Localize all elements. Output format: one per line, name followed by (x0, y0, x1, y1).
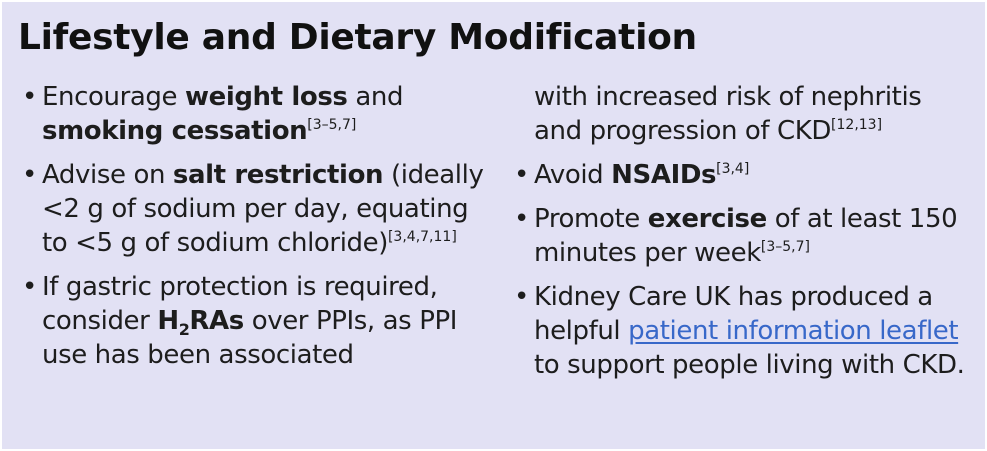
bullet-text: over PPIs, as PPI use has been associated (42, 306, 458, 370)
bold-smoking-cessation: smoking cessation (42, 116, 308, 146)
bullet-text: and (347, 82, 404, 112)
right-column (510, 80, 970, 392)
subscript-2: 2 (178, 320, 190, 339)
bullet-dot: • (514, 160, 529, 190)
patient-information-leaflet-link[interactable]: patient information leaflet (628, 316, 959, 346)
bold-weight-loss: weight loss (184, 82, 348, 112)
left-column (18, 80, 488, 382)
bullet-text: Advise on (42, 160, 173, 190)
bold-h: H (157, 306, 179, 336)
bullet-text: Promote (534, 204, 648, 234)
bullet-list-left (18, 80, 488, 372)
bullet-gastric-protection (18, 270, 488, 372)
bullet-text: Kidney Care UK has produced a helpful (534, 282, 933, 346)
bullet-text: Avoid (534, 160, 612, 190)
bullet-dot: • (22, 160, 37, 190)
citation-ref: [3,4,7,11] (387, 229, 457, 245)
bullet-gastric-continuation (510, 80, 970, 148)
bullet-avoid-nsaids (510, 158, 970, 192)
bold-salt-restriction: salt restriction (172, 160, 384, 190)
bullet-text: with increased risk of nephritis and progression of CKD (534, 82, 922, 146)
bullet-text: (ideally <2 g of sodium per day, equating to <5 g of sodium chloride) (42, 160, 484, 258)
bullet-salt-restriction (18, 158, 488, 260)
bullet-text: Encourage (42, 82, 185, 112)
citation-ref: [3–5,7] (760, 239, 810, 255)
bullet-exercise (510, 202, 970, 270)
bullet-text: If gastric protection is required, consider (42, 272, 438, 336)
bold-exercise: exercise (647, 204, 767, 234)
bullet-dot: • (514, 204, 529, 234)
bullet-text: to support people living with CKD. (534, 350, 965, 380)
bold-nsaids: NSAIDs (611, 160, 717, 190)
bold-ras: RAs (189, 306, 244, 336)
bullet-text: of at least 150 minutes per week (534, 204, 958, 268)
citation-ref: [3–5,7] (307, 117, 357, 133)
bullet-dot: • (22, 272, 37, 302)
lifestyle-panel (2, 2, 985, 449)
bullet-dot: • (514, 282, 529, 312)
bullet-kidney-care-uk (510, 280, 970, 382)
bold-h2ras (157, 306, 244, 339)
citation-ref: [3,4] (716, 161, 750, 177)
bullet-dot: • (22, 82, 37, 112)
bullet-list-right (510, 80, 970, 382)
bullet-weight-smoking (18, 80, 488, 148)
citation-ref: [12,13] (831, 117, 883, 133)
panel-title: Lifestyle and Dietary Modification (18, 17, 697, 58)
